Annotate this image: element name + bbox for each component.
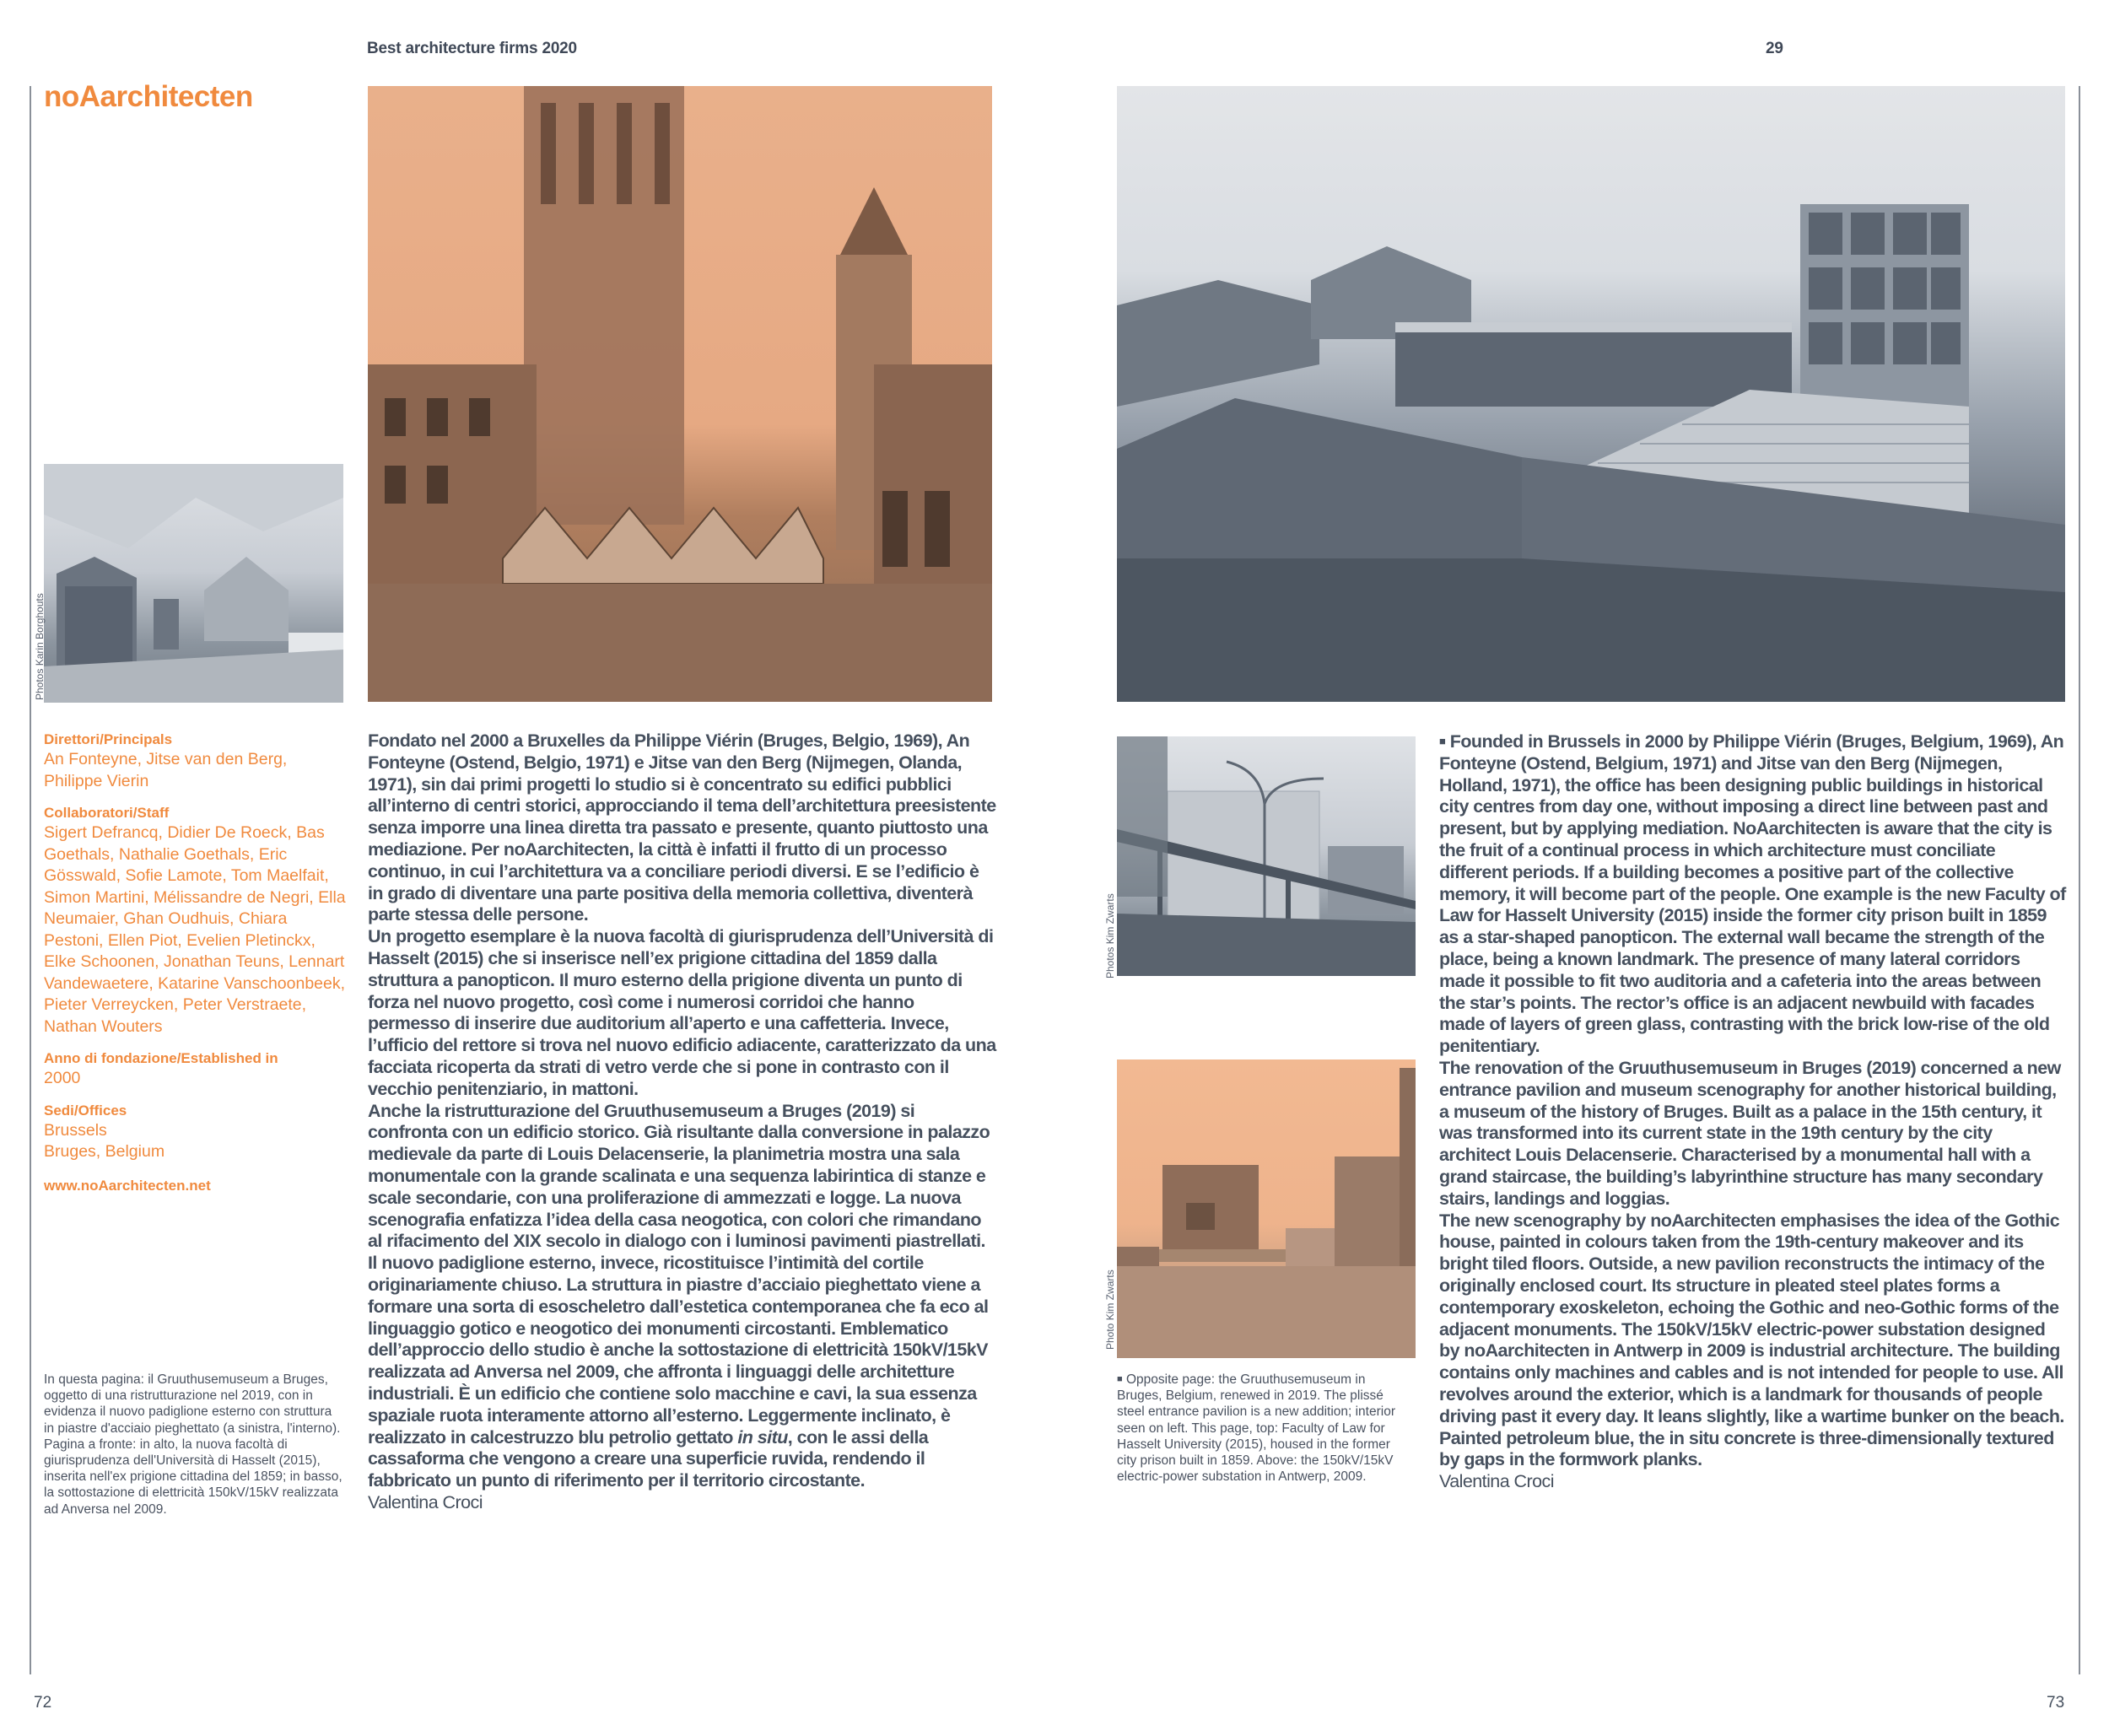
- italian-paragraph: [368, 1101, 996, 1492]
- running-head: Best architecture firms 2020: [367, 40, 577, 57]
- principals-value: An Fonteyne, Jitse van den Berg, Philippe Vierin: [44, 750, 288, 790]
- office-item: Bruges, Belgium: [44, 1142, 165, 1161]
- established-section: [44, 1049, 348, 1090]
- website-link[interactable]: www.noAarchitecten.net: [44, 1177, 211, 1194]
- italian-paragraph: Un progetto esemplare è la nuova facoltà di giurisprudenza dell’Università di Hasselt (2015) che si inserisce nell’ex prigione cittadina del 1859 dalla struttura a panopticon. Il muro esterno della prigione diventa un punto di forza nel nuovo progetto, così come i numerosi corridoi che hanno permesso di inserire due auditorium all’aperto e una caffetteria. Invece, l’ufficio del rettore si trova nel nuovo edificio adiacente, caratterizzato da una facciata ricoperta da strati di vetro verde che si pone in contrasto con il vecchio penitenziario, in mattoni.: [368, 926, 996, 1099]
- article-italian: [368, 731, 996, 1514]
- caption-right-page: [1117, 1372, 1412, 1485]
- offices-section: [44, 1102, 348, 1163]
- italian-paragraph: Fondato nel 2000 a Bruxelles da Philippe Viérin (Bruges, Belgio, 1969), An Fonteyne (Ostend, Belgio, 1971) e Jitse van den Berg (Nijmegen, Olanda, 1971), sin dai primi progetti lo studio si è concentrato su edifici pubblici all’interno di centri storici, approcciando il tema dell’architettura preesistente senza imporre una linea diretta tra passato e presente, quanto piuttosto una mediazione. Per noAarchitecten, la città è infatti il frutto di un processo continuo, in cui l’architettura va a conciliare periodi diversi. E se l’edificio è in grado di diventare una parte positiva della memoria collettiva, diventerà parte stessa delle persone.: [368, 731, 996, 925]
- english-paragraph-text: Founded in Brussels in 2000 by Philippe Viérin (Bruges, Belgium, 1969), An Fonteyne (Ostend, Belgium, 1971) and Jitse van den Berg (Nijmegen, Holland, 1971), the office has been designing public buildings in historical city centres from day one, without imposing a direct line between past and present, but by applying mediation. NoAarchitecten is aware that the city is the fruit of a continual process in which architecture must conciliate different periods. If a building becomes a positive part of the collective memory, it will become part of the people. One example is the new Faculty of Law for Hasselt University (2015) inside the former city prison built in 1859 as a star-shaped panopticon. The external wall became the strength of the place, being a known landmark. The presence of many lateral corridors made it possible to fit two auditoria and a cafeteria into the areas between the star’s points. The rector’s office is an adjacent newbuild with facades made of layers of green glass, contrasting with the brick low-rise of the old penitentiary.: [1439, 731, 2066, 1057]
- hasselt-faculty-illustration: [1117, 86, 2065, 702]
- page-number-left: 72: [34, 1694, 52, 1712]
- right-page-rule: [2079, 86, 2080, 1674]
- english-author: Valentina Croci: [1439, 1471, 1554, 1492]
- gruuthusemuseum-illustration: [368, 86, 992, 702]
- photo-hasselt-faculty: [1117, 86, 2065, 702]
- photo-credit-karin-borghouts: Photos Karin Borghouts: [34, 593, 46, 700]
- firm-title: noAarchitecten: [44, 80, 253, 113]
- photo-credit-kim-zwarts-plural: Photos Kim Zwarts: [1104, 893, 1116, 979]
- bullet-icon: ■: [1117, 1374, 1123, 1384]
- staff-value: Sigert Defrancq, Didier De Roeck, Bas Goethals, Nathalie Goethals, Eric Gösswald, Sofie Lamote, Tom Maelfait, Simon Martini, Mélissandre de Negri, Ella Neumaier, Ghan Oudhuis, Chiara Pestoni, Ellen Piot, Evelien Pletinckx, Elke Schoonen, Jonathan Teuns, Lennart Vandewaetere, Katarine Vanschoonbeek, Pieter Verreycken, Peter Verstraete, Nathan Wouters: [44, 823, 346, 1036]
- photo-gruuthusemuseum-interior: [44, 464, 343, 703]
- caption-right-text: Opposite page: the Gruuthusemuseum in Bruges, Belgium, renewed in 2019. The plissé steel entrance pavilion is a new addition; interior seen on left. This page, top: Faculty of Law for Hasselt University (2015), housed in the former city prison built in 1859. Above: the 150kV/15kV electric-power substation in Antwerp, 2009.: [1117, 1372, 1395, 1485]
- italian-author: Valentina Croci: [368, 1491, 483, 1512]
- english-paragraph: [1439, 731, 2068, 1058]
- offices-label: Sedi/Offices: [44, 1102, 127, 1119]
- italian-italic-phrase: in situ: [737, 1426, 788, 1448]
- photo-gruuthusemuseum-exterior: [368, 86, 992, 702]
- staff-section: [44, 804, 348, 1038]
- caption-left-page: In questa pagina: il Gruuthusemuseum a Bruges, oggetto di una ristrutturazione nel 2019, con in evidenza il nuovo padiglione esterno con struttura in piastre d'acciaio pieghettato (a sinistra, l'interno). Pagina a fronte: in alto, la nuova facoltà di giurisprudenza dell'Università di Hasselt (2015), inserita nell'ex prigione cittadina del 1859; in basso, la sottostazione di elettricità 150kV/15kV realizzata ad Anversa nel 2009.: [44, 1372, 343, 1517]
- photo-antwerp-substation: [1117, 1059, 1416, 1358]
- italian-paragraph-text: Anche la ristrutturazione del Gruuthusemuseum a Bruges (2019) si confronta con un edificio storico. Già risultante dalla conversione in palazzo medievale da parte di Louis Delacenserie, la planimetria mostra una sala monumentale con la grande scalinata e una sequenza labirintica di stanze e scale secondarie, con una proliferazione di ammezzati e logge. La nuova scenografia enfatizza l’idea della casa neogotica, con colori che rimandano al rifacimento del XIX secolo in dialogo con i luminosi pavimenti piastrellati. Il nuovo padiglione esterno, invece, ricostituisce l’intimità del cortile originariamente chiuso. La struttura in piastre d’acciaio pieghettato viene a formare una sorta di esoscheletro dall’estetica contemporanea che fa eco al linguaggio gotico e neogotico dei monumenti circostanti. Emblematico dell’approccio dello studio è anche la sottostazione di elettricità 150kV/15kV realizzata ad Anversa nel 2009, che affronta i linguaggi delle architetture industriali. È un edificio che contiene solo macchine e cavi, la sua essenza spaziale ruota interamente attorno all’esterno. Leggermente inclinato, è realizzato in calcestruzzo blu petrolio gettato: [368, 1100, 990, 1448]
- english-paragraph: The renovation of the Gruuthusemuseum in Bruges (2019) concerned a new entrance pavilion and museum scenography for another historical building, a museum of the history of Bruges. Built as a palace in the 15th century, it was transformed into its current state in the 19th century by the city architect Louis Delacenserie. Characterised by a monumental hall with a grand staircase, the building’s labyrinthine structure has many secondary stairs, landings and loggias.: [1439, 1057, 2061, 1209]
- english-paragraph: The new scenography by noAarchitecten emphasises the idea of the Gothic house, painted in colours taken from the 19th-century makeover and its bright tiled floors. Outside, a new pavilion reconstructs the intimacy of the originally enclosed court. Its structure in pleated steel plates forms a contemporary exoskeleton, echoing the Gothic and neo-Gothic forms of the adjacent monuments. The 150kV/15kV electric-power substation designed by noAarchitecten in Antwerp in 2009 is industrial architecture. The building contains only machines and cables and is not intended for people to use. All revolves around the exterior, which is a landmark for thousands of people driving past it every day. It leans slightly, like a wartime bunker on the beach. Painted petroleum blue, the in situ concrete is three-dimensionally textured by gaps in the formwork planks.: [1439, 1210, 2064, 1470]
- firm-info-column: [44, 731, 348, 1196]
- staff-label: Collaboratori/Staff: [44, 805, 170, 821]
- substation-illustration: [1117, 1059, 1416, 1358]
- issue-page-number: 29: [1766, 40, 1783, 57]
- established-label: Anno di fondazione/Established in: [44, 1050, 278, 1066]
- pavilion-interior-illustration: [44, 464, 343, 703]
- photo-credit-kim-zwarts: Photo Kim Zwarts: [1104, 1270, 1116, 1350]
- office-item: Brussels: [44, 1120, 107, 1140]
- established-value: 2000: [44, 1069, 81, 1087]
- hasselt-exterior-illustration: [1117, 736, 1416, 976]
- photo-hasselt-exterior: [1117, 736, 1416, 976]
- article-english: [1439, 731, 2068, 1493]
- left-page-rule: [30, 86, 31, 1674]
- bullet-icon: ■: [1439, 735, 1446, 747]
- principals-section: [44, 731, 348, 792]
- italian-closing: , con le assi della cassaforma che vengono a creare una superficie ruvida, rendendo il fabbricato un punto di riferimento per il territorio circostante.: [368, 1426, 929, 1491]
- page-number-right: 73: [2047, 1694, 2065, 1712]
- principals-label: Direttori/Principals: [44, 731, 173, 747]
